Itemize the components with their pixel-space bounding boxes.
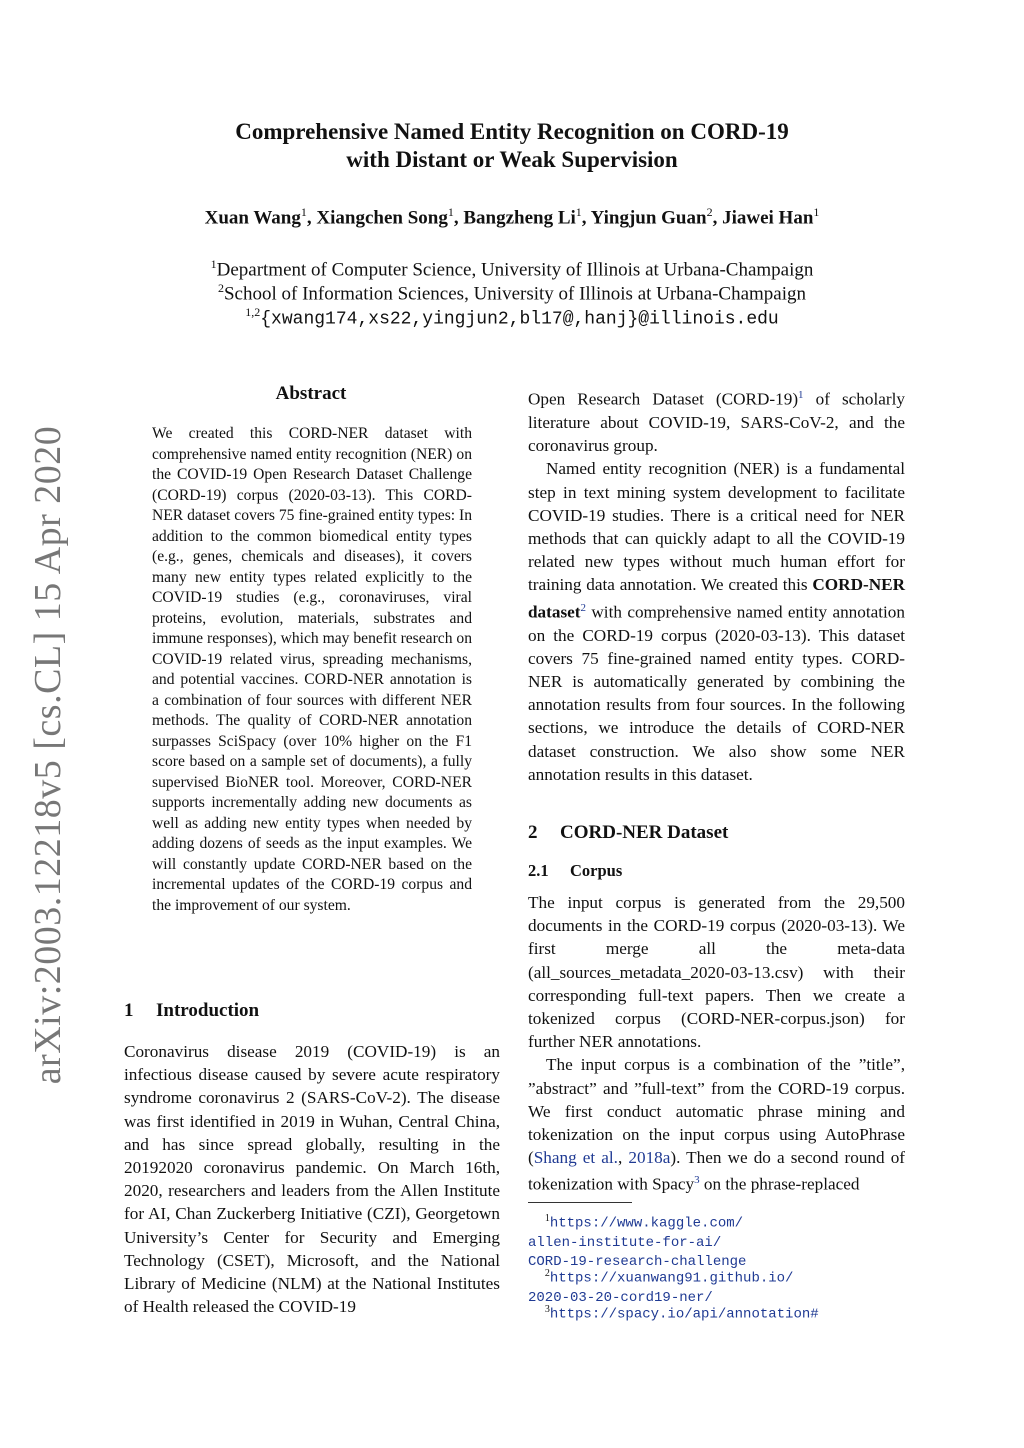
author: Jiawei Han (722, 207, 814, 229)
author-mark: 1 (447, 205, 454, 219)
footnote-line[interactable]: allen-institute-for-ai/ (528, 1234, 722, 1251)
footnote-line[interactable] (528, 1300, 908, 1325)
footnote-mark: 1 (544, 1213, 550, 1224)
author: Yingjun Guan (590, 207, 707, 229)
subsection-title: Corpus (570, 861, 623, 880)
author: Bangzheng Li (463, 207, 576, 229)
arxiv-id: arXiv:2003.12218v5 [cs.CL] 15 Apr 2020 (27, 425, 69, 1085)
section-1-heading (124, 1000, 259, 1022)
section-2-heading (528, 822, 728, 844)
email-mark: 1,2 (245, 305, 261, 319)
right-column-top (528, 384, 905, 786)
abstract-heading: Abstract (275, 383, 347, 404)
text-span: Named entity recognition (NER) is a fundamental step in text mining system development to facilitate COVID-19 studies. There is a critical need for NER methods that can quickly adapt to all the COVID-19 related new types without much human effort for training data annotation. We created this (528, 459, 905, 595)
author: Xuan Wang (204, 207, 301, 229)
abstract-body: We created this CORD-NER dataset with comprehensive named entity recognition (NER) on the COVID-19 Open Research Dataset Challenge (CORD-19) corpus (2020-03-13). This CORD-NER dataset covers 75 fine-grained entity types: In addition to the common biomedical entity types (e.g., genes, chemicals and diseases), it covers many new entity types related explicitly to the COVID-19 studies (e.g., coronaviruses, viral proteins, evolution, materials, substrates and immune responses), which may benefit research on COVID-19 related virus, spreading mechanisms, and potential vaccines. CORD-NER annotation is a combination of four sources with different NER methods. The quality of CORD-NER annotation surpasses SciSpacy (over 10% higher on the F1 score based on a sample set of documents), a fully supervised BioNER tool. Moreover, CORD-NER supports incrementally adding new documents as well as adding new entity types when needed by adding dozens of seeds as the input examples. We will constantly update CORD-NER based on the incremental updates of the CORD-19 corpus and the improvement of our system. (152, 425, 473, 914)
author-mark: 1 (575, 205, 582, 219)
footnote-line[interactable]: 2020-03-20-cord19-ner/ (528, 1289, 713, 1306)
footnote-divider (528, 1202, 632, 1203)
footnote-url[interactable]: https://xuanwang91.github.io/ (549, 1270, 794, 1287)
footnote-mark: 2 (544, 1268, 550, 1279)
text-span: of scholarly literature about COVID-19, SARS-CoV-2, and the coronavirus group. (528, 389, 905, 456)
section-number: 2 (528, 822, 538, 843)
dataset-name-bold: CORD-NER dataset (528, 575, 905, 622)
footnote-line[interactable]: CORD-19-research-challenge (528, 1253, 747, 1270)
corpus-paragraph: The input corpus is generated from the 29,500 documents in the CORD-19 corpus (2020-03-13). We first merge all the meta-data (all_sources_metadata_2020-03-13.csv) with their corresponding full-text papers. Then we create a tokenized corpus (CORD-NER-corpus.json) for further NER annotations. (528, 893, 905, 1052)
citation-link[interactable]: Shang et al. (533, 1148, 618, 1168)
tokenization-paragraph (528, 1053, 905, 1196)
text-span: on the phrase-replaced (699, 1175, 860, 1195)
footnote-1[interactable] (528, 1209, 908, 1272)
subsection-number: 2.1 (528, 861, 549, 880)
paper-title (0, 118, 1024, 174)
affiliation-mark: 1 (210, 257, 217, 271)
text-span: The input corpus is a combination of the ”title”, ”abstract” and ”full-text” from the CORD-19 corpus. We first conduct automatic phrase mining and tokenization on the input corpus using AutoPhrase ( (528, 1055, 905, 1168)
footnote-ref-3[interactable]: 3 (694, 1174, 700, 1187)
text-span: ). Then we do a second round of tokenization with Spacy (528, 1148, 906, 1195)
author: Xiangchen Song (316, 207, 448, 229)
intro-paragraph: Coronavirus disease 2019 (COVID-19) is an infectious disease caused by severe acute respiratory syndrome coronavirus 2 (SARS-CoV-2). The disease was first identified in 2019 in Wuhan, Central China, and has since spread globally, resulting in the 20192020 coronavirus pandemic. On March 16th, 2020, researchers and leaders from the Allen Institute for AI, Chan Zuckerberg Initiative (CZI), Georgetown University’s Center for Security and Emerging Technology (CSET), Microsoft, and the National Library of Medicine (NLM) at the National Institutes of Health released the COVID-19 (124, 1042, 500, 1317)
footnote-ref-1[interactable]: 1 (798, 389, 804, 401)
author-mark: 2 (706, 205, 713, 219)
ner-paragraph (528, 457, 905, 786)
arxiv-sidebar-stamp (26, 425, 70, 1085)
section-number: 1 (124, 1000, 134, 1021)
author-mark: 1 (300, 205, 307, 219)
footnote-line[interactable] (528, 1209, 908, 1234)
introduction-body (124, 1040, 500, 1318)
subsection-2-1-heading (528, 861, 622, 881)
author-list: Xuan Wang$^1$, Xiangchen Song$^1$, Bangzheng Li$^1$, Yingjun Guan$^2$, Jiawei Han$^1$ (204, 205, 820, 229)
footnote-mark: 3 (544, 1304, 550, 1315)
citation-link[interactable]: 2018a (628, 1148, 671, 1168)
intro-continuation-paragraph (528, 384, 905, 457)
section-title: Introduction (156, 1000, 260, 1021)
footnote-url[interactable]: https://www.kaggle.com/ (549, 1215, 744, 1232)
email-line (0, 300, 1024, 331)
title-line-1: Comprehensive Named Entity Recognition on CORD-19 (235, 119, 789, 144)
affiliation-text: School of Information Sciences, University of Illinois at Urbana-Champaign (223, 283, 806, 305)
footnote-line[interactable] (528, 1264, 908, 1289)
affiliation-mark: 2 (217, 281, 224, 295)
text-span: , (617, 1148, 629, 1168)
section-title: CORD-NER Dataset (560, 822, 729, 843)
footnote-3[interactable] (528, 1300, 908, 1325)
affiliation-text: Department of Computer Science, University of Illinois at Urbana-Champaign (216, 259, 814, 281)
email-address: {xwang174,xs22,yingjun2,bl17@,hanj}@illinois.edu (260, 309, 779, 330)
corpus-body (528, 891, 905, 1196)
footnote-url[interactable]: https://spacy.io/api/annotation# (549, 1306, 819, 1323)
author-mark: 1 (813, 205, 820, 219)
text-span: Open Research Dataset (CORD-19) (528, 389, 799, 409)
text-span: with comprehensive named entity annotation on the CORD-19 corpus (2020-03-13). This dataset covers 75 fine-grained named entity types. CORD-NER is automatically generated by combining the annotation results from four sources. In the following sections, we introduce the details of CORD-NER dataset construction. We also show some NER annotation results in this dataset. (528, 602, 905, 784)
title-line-2: with Distant or Weak Supervision (346, 147, 678, 172)
footnote-ref-2[interactable]: 2 (580, 601, 587, 614)
